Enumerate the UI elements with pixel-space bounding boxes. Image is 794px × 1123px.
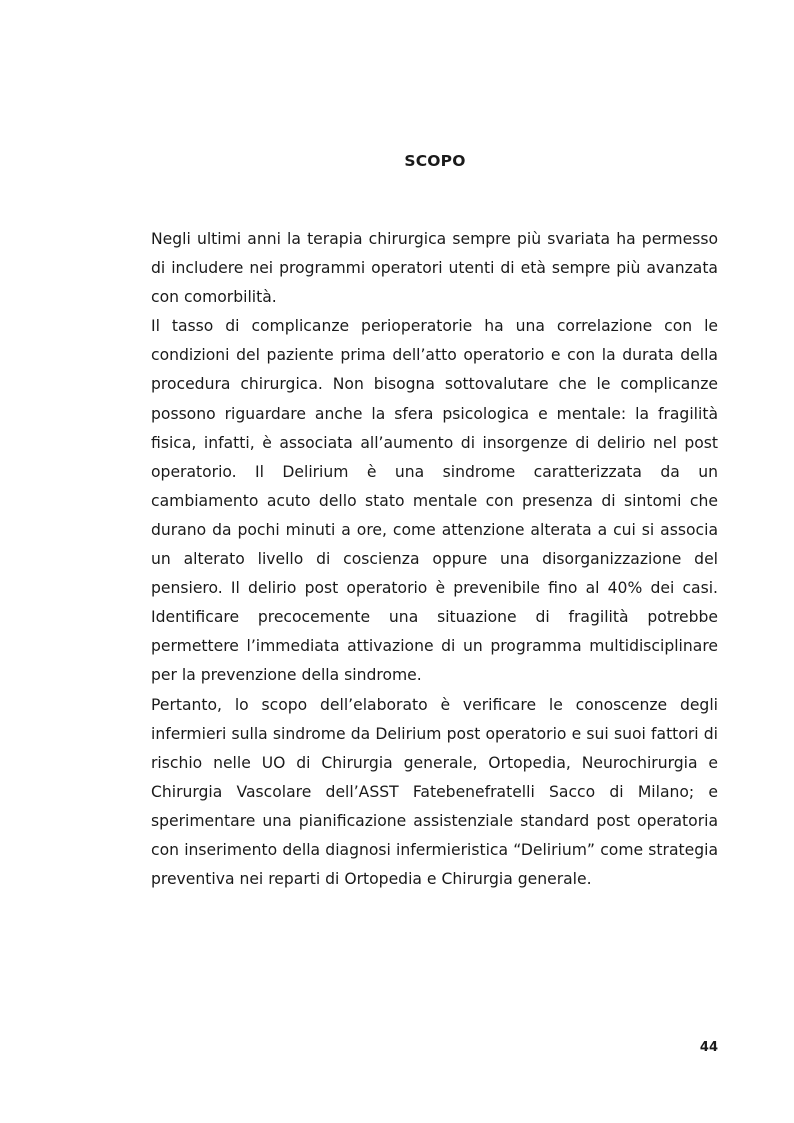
page-title: SCOPO xyxy=(404,152,466,170)
paragraph-purpose: Pertanto, lo scopo dell’elaborato è verificare le conoscenze degli infermieri sulla sindrome da Delirium post operatorio e sui suoi fattori di rischio nelle UO di Chirurgia generale, Ortopedia, Neurochirurgia e Chirurgia Vascolare dell’ASST Fatebenefratelli Sacco di Milano; e sperimentare una pianificazione assistenziale standard post operatoria con inserimento della diagnosi infermieristica “Delirium” come strategia preventiva nei reparti di Ortopedia e Chirurgia generale. xyxy=(151,695,718,889)
paragraph-complications: Il tasso di complicanze perioperatorie ha una correlazione con le condizioni del paziente prima dell’atto operatorio e con la durata della procedura chirurgica. Non bisogna sottovalutare che le complicanze possono riguardare anche la sfera psicologica e mentale: la fragilità fisica, infatti, è associata all’aumento di insorgenze di delirio nel post operatorio. Il Delirium è una sindrome caratterizzata da un cambiamento acuto dello stato mentale con presenza di sintomi che durano da pochi minuti a ore, come attenzione alterata a cui si associa un alterato livello di coscienza oppure una disorganizzazione del pensiero. Il delirio post operatorio è prevenibile fino al 40% dei casi. Identificare precocemente una situazione di fragilità potrebbe permettere l’immediata attivazione di un programma multidisciplinare per la prevenzione della sindrome. xyxy=(151,317,718,685)
page-number: 44 xyxy=(699,1040,718,1055)
body-text xyxy=(151,225,718,894)
paragraph-intro: Negli ultimi anni la terapia chirurgica sempre più svariata ha permesso di includere nei programmi operatori utenti di età sempre più avanzata con comorbilità. xyxy=(151,230,718,307)
